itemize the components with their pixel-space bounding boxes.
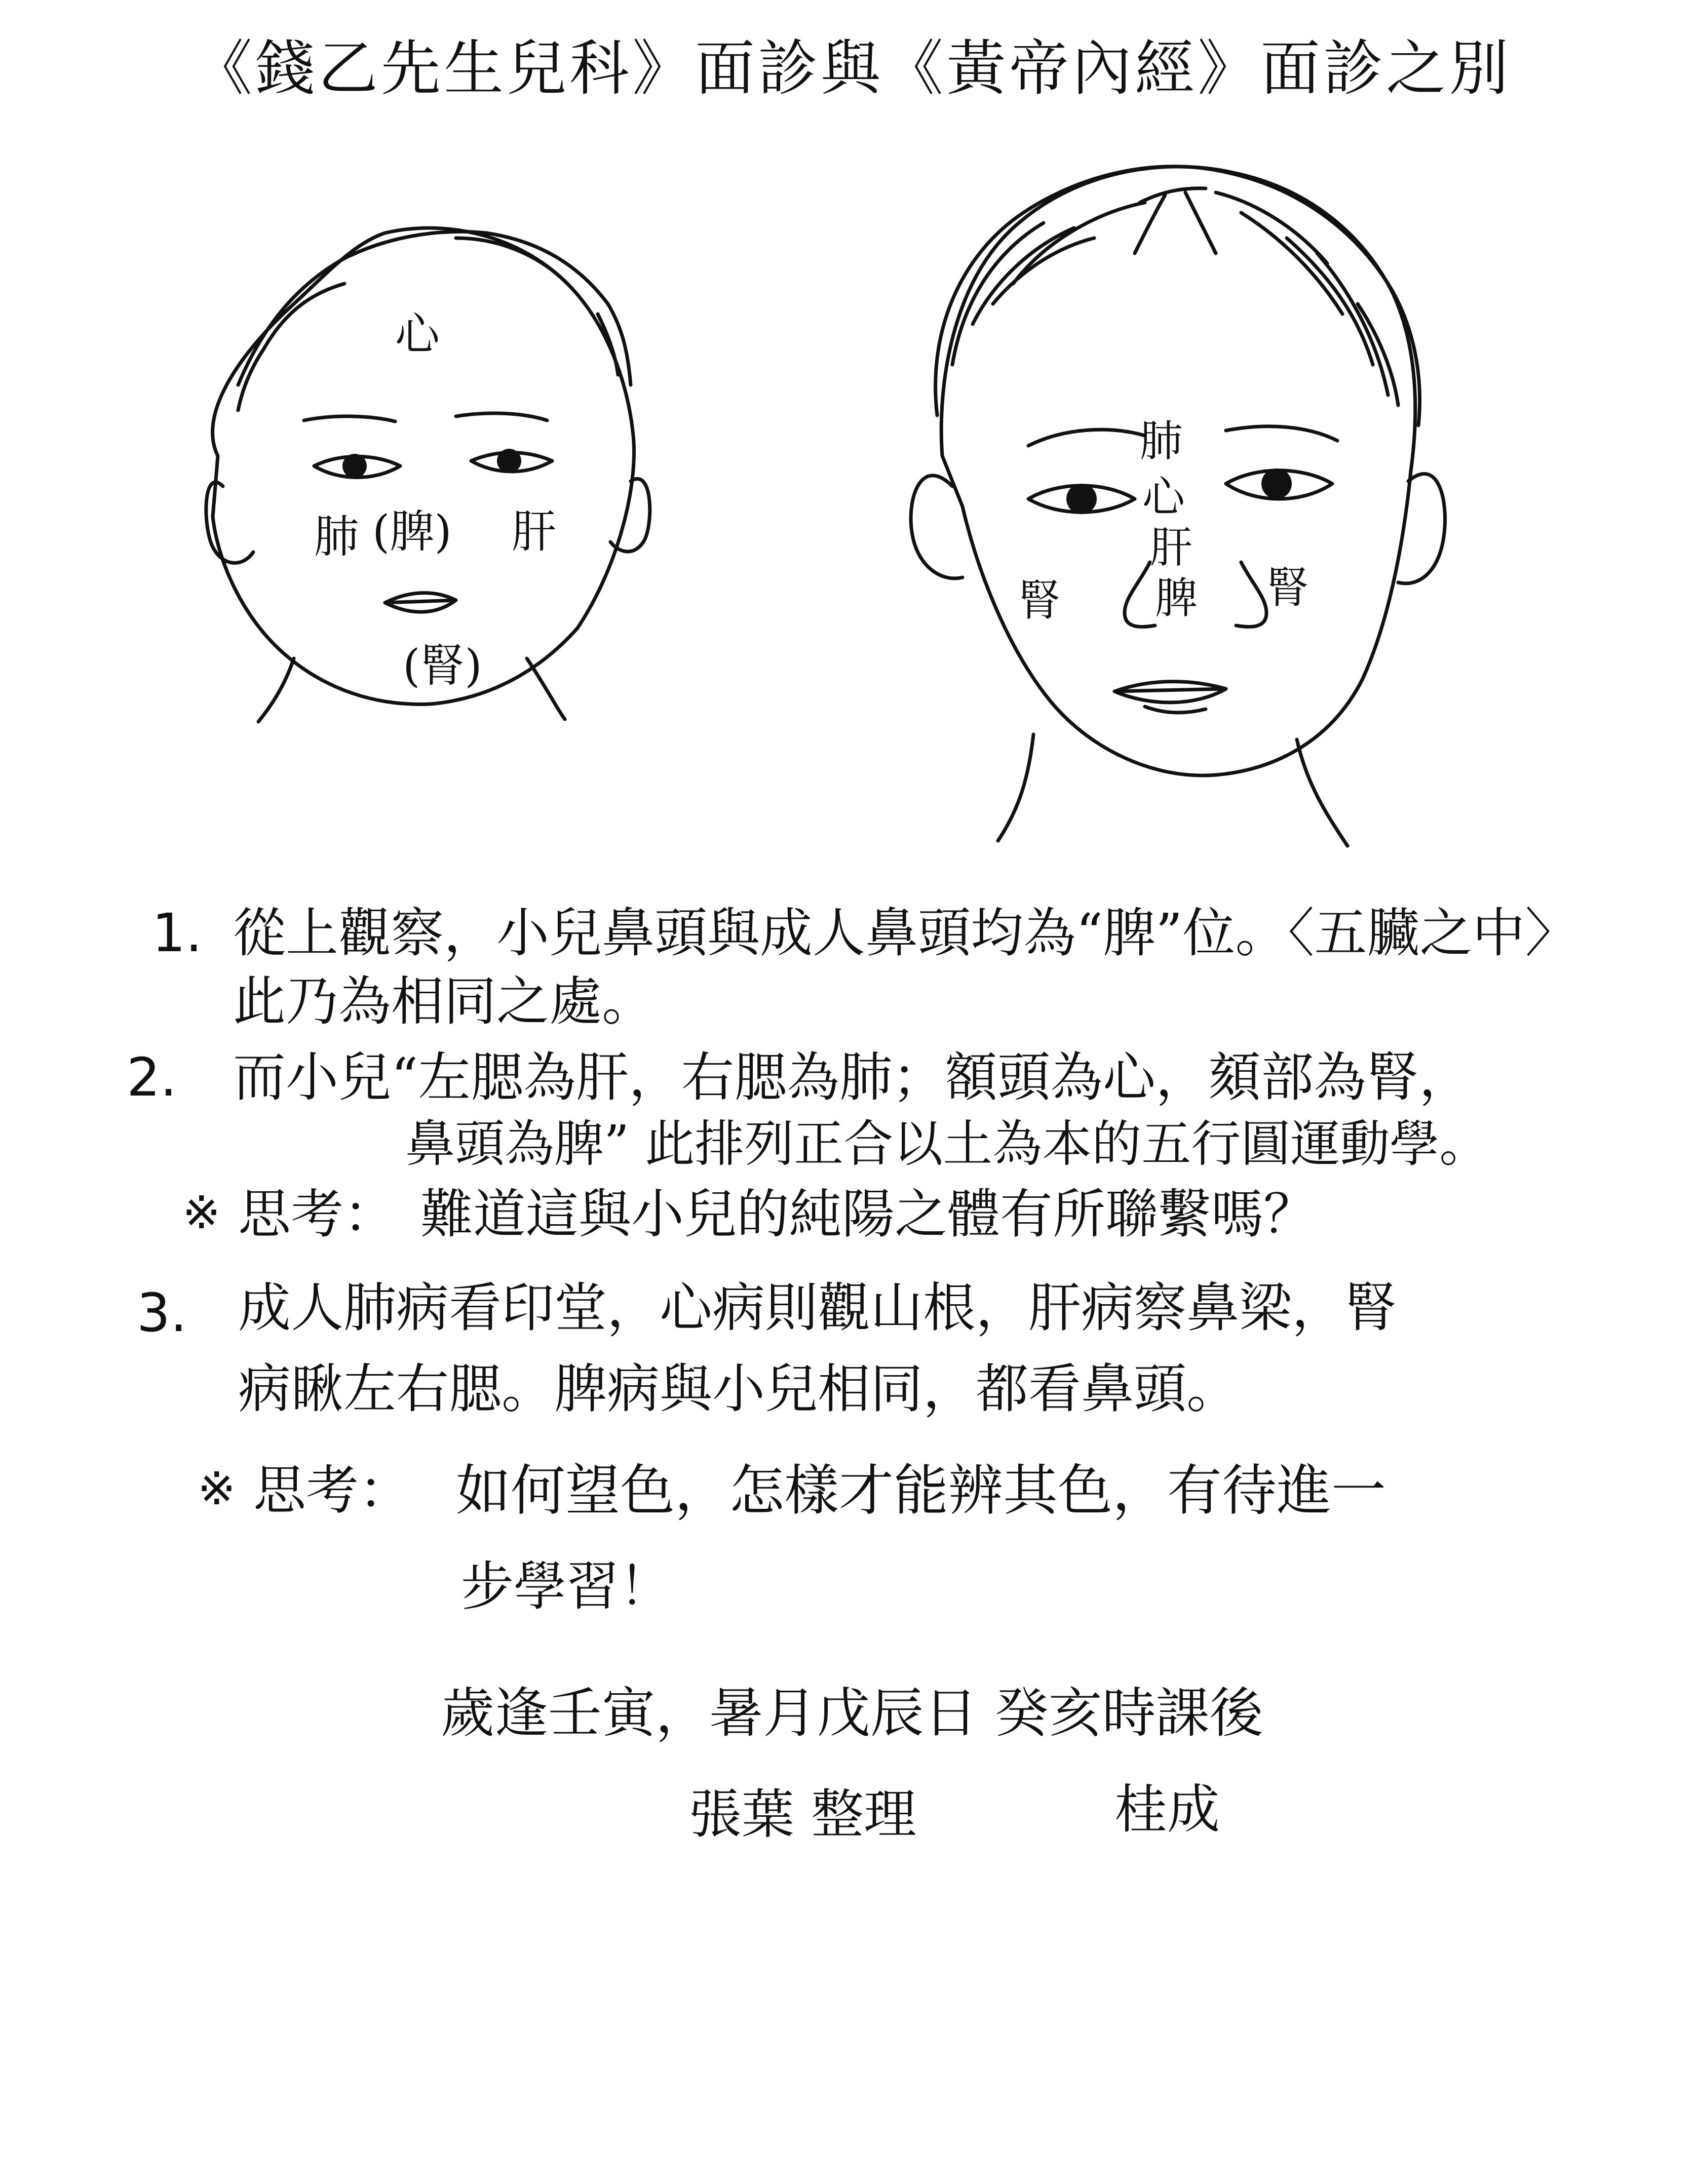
child-label-left-cheek: 肺	[314, 511, 359, 563]
adult-label-glabella: 肺	[1140, 416, 1183, 466]
item-1-number: 1.	[152, 902, 203, 964]
adult-label-root-of-nose: 心	[1142, 472, 1185, 522]
child-label-right-cheek: 肝	[512, 505, 557, 558]
note-2-label: 思考：	[253, 1459, 412, 1521]
item-3-number: 3.	[137, 1282, 187, 1344]
item-3-line-1: 成人肺病看印堂，心病則觀山根，肝病察鼻梁，腎	[238, 1277, 1398, 1339]
note-2-line-1: 如何望色，怎樣才能辨其色，有待進一	[456, 1459, 1387, 1523]
item-1-line-2: 此乃為相同之處。	[233, 970, 655, 1032]
document-title: 《錢乙先生兒科》面診與《黃帝內經》面診之別	[192, 33, 1512, 103]
signature-date-line: 歲逢壬寅，暑月戊辰日 癸亥時課後	[441, 1682, 1263, 1744]
child-label-forehead: 心	[395, 308, 440, 360]
item-2-line-2: 鼻頭為脾” 此排列正合以土為本的五行圓運動學。	[405, 1115, 1489, 1173]
note-1-label: 思考：	[238, 1183, 397, 1245]
signature-organizer: 張葉 整理	[689, 1783, 917, 1845]
adult-label-right-cheek: 腎	[1266, 563, 1310, 613]
item-2-line-1: 而小兒“左腮為肝，右腮為肺；額頭為心，頦部為腎，	[233, 1046, 1472, 1108]
note-2-line-2: 步學習！	[461, 1555, 672, 1617]
item-3-line-2: 病瞅左右腮。脾病與小兒相同，都看鼻頭。	[238, 1358, 1240, 1420]
adult-label-bridge-of-nose: 肝	[1150, 523, 1193, 572]
child-label-nose: (脾)	[372, 505, 452, 558]
child-label-chin: (腎)	[403, 640, 482, 692]
adult-label-nose-tip: 脾	[1155, 573, 1198, 623]
note-1-marker: ※	[182, 1186, 221, 1239]
note-1-line-1: 難道這與小兒的純陽之體有所聯繫嗎？	[420, 1183, 1317, 1245]
item-2-number: 2.	[127, 1046, 177, 1108]
note-2-marker: ※	[198, 1462, 236, 1515]
item-1-line-1: 從上觀察，小兒鼻頭與成人鼻頭均為“脾”位。〈五臟之中〉	[233, 902, 1578, 964]
adult-label-left-cheek: 腎	[1018, 576, 1061, 626]
signature-name: 桂成	[1114, 1778, 1220, 1840]
